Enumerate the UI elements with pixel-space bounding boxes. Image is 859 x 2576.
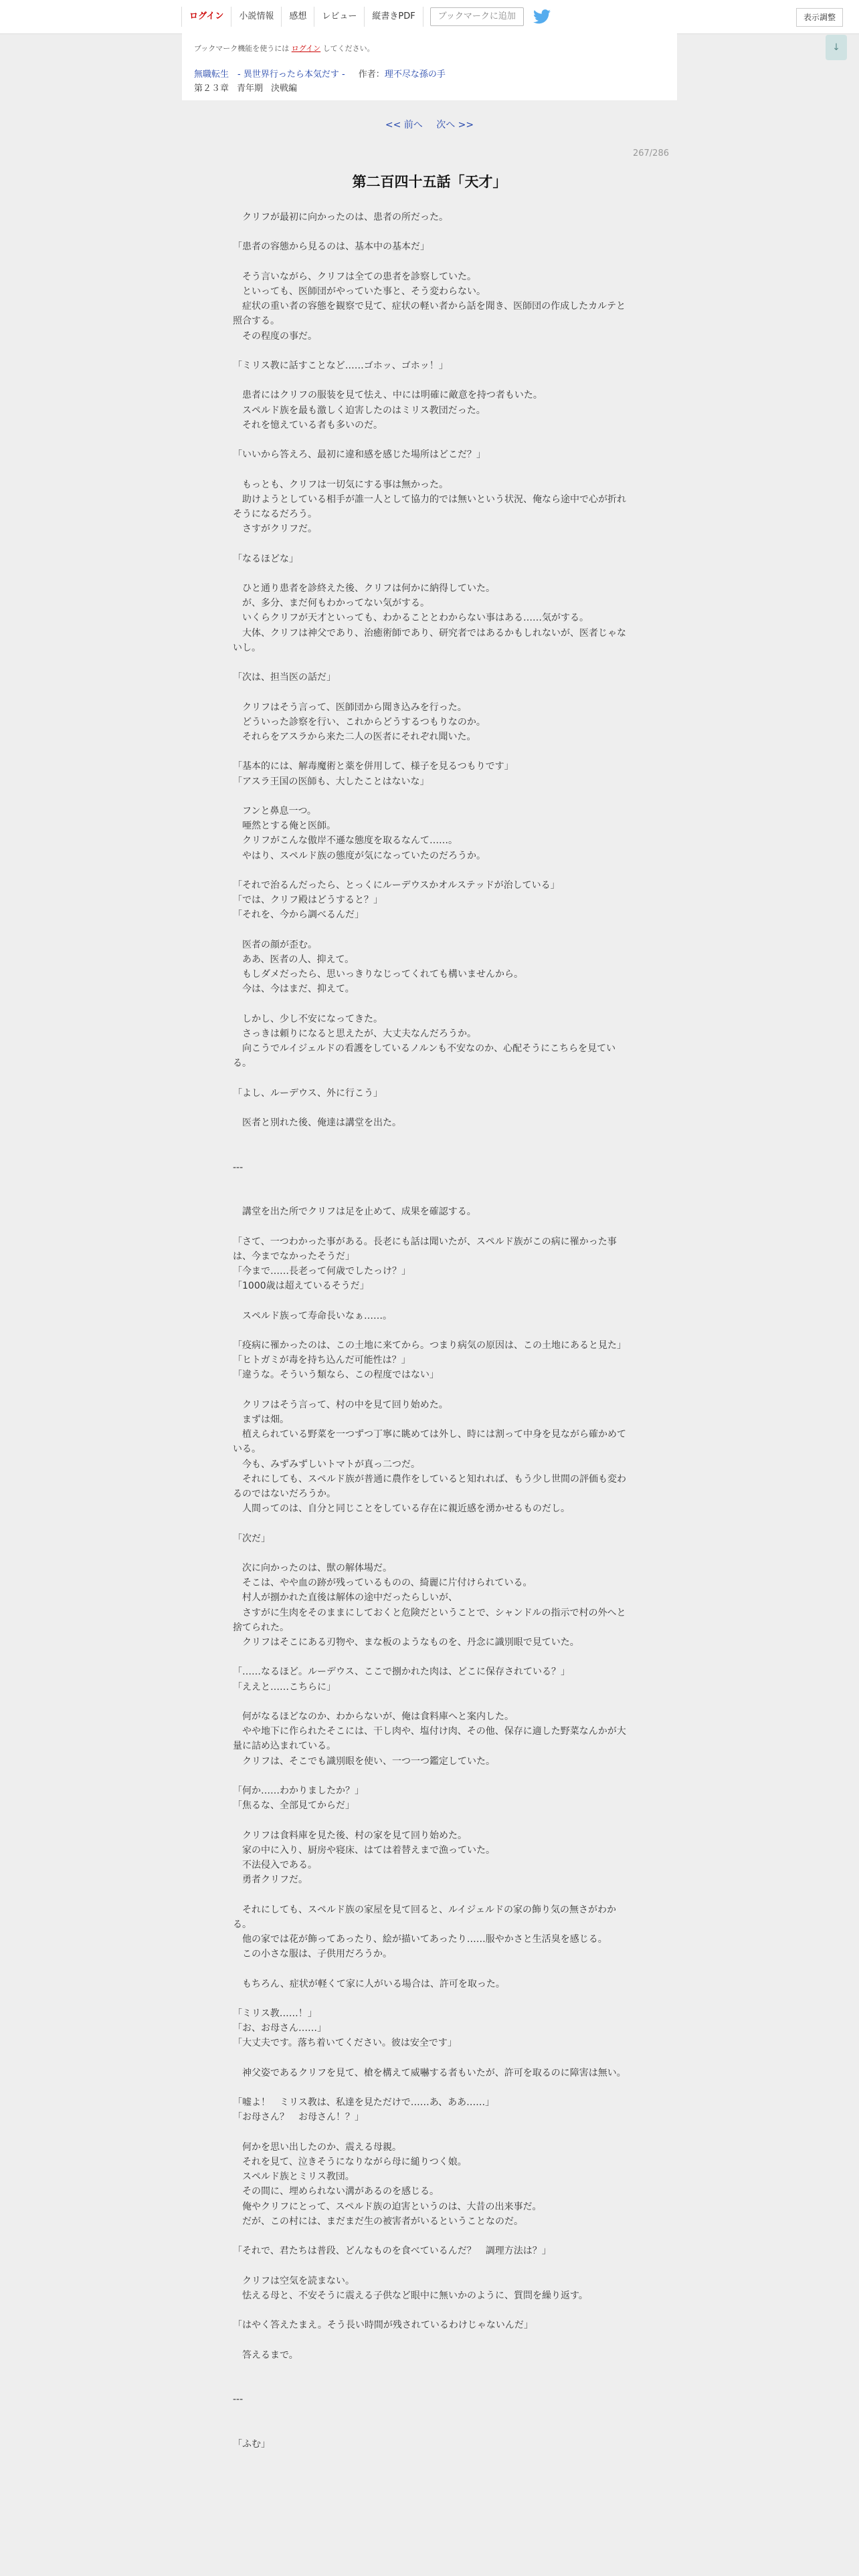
body-line <box>233 1546 628 1561</box>
body-line: 患者にはクリフの服装を見て怯え、中には明確に敵意を持つ者もいた。 <box>233 390 543 401</box>
body-line <box>233 1650 628 1665</box>
body-line: 答えるまで。 <box>233 2349 298 2361</box>
body-line: クリフはそこにある刃物や、まな板のようなものを、丹念に識別眼で見ていた。 <box>233 1637 579 1648</box>
chapter-line <box>194 81 665 94</box>
body-line: もっとも、クリフは一切気にする事は無かった。 <box>233 479 448 490</box>
body-line: ひと通り患者を診終えた後、クリフは何かに納得していた。 <box>233 582 495 594</box>
body-line: 勇者クリフだ。 <box>233 1874 308 1886</box>
episode-title: 第二百四十五話「天才」 <box>352 174 507 190</box>
body-line <box>233 2051 628 2066</box>
body-line: そこは、やや血の跡が残っているものの、綺麗に片付けられている。 <box>233 1578 533 1589</box>
body-line <box>233 1130 628 1145</box>
body-line: しかし、少し不安になってきた。 <box>233 1013 383 1025</box>
body-line: この小さな服は、子供用だろうか。 <box>233 1949 392 1960</box>
body-line: それにしても、スペルド族が普通に農作をしていると知れれば、もう少し世間の評価も変わるのではないだろうか。 <box>233 1473 626 1500</box>
body-line: 「お母さん？ お母さん！？」 <box>233 2112 364 2123</box>
body-line: さっきは頼りになると思えたが、大丈夫なんだろうか。 <box>233 1028 476 1039</box>
body-line <box>233 2407 628 2422</box>
body-line <box>233 2229 628 2244</box>
body-line: 講堂を出た所でクリフは足を止めて、成果を確認する。 <box>233 1206 476 1218</box>
novel-body-text <box>233 210 628 2452</box>
body-line: その間に、埋められない溝があるのを感じる。 <box>233 2186 439 2197</box>
body-line <box>233 1887 628 1902</box>
body-line: どういった診察を行い、これからどうするつもりなのか。 <box>233 716 486 728</box>
body-line <box>233 2080 628 2095</box>
body-line: 大体、クリフは神父であり、治癒術師であり、研究者ではあるかもしれないが、医者じゃないし。 <box>233 627 626 653</box>
body-line: まずは畑。 <box>233 1414 289 1426</box>
body-line <box>233 2125 628 2140</box>
nav-menu <box>182 7 551 27</box>
note-prefix: ブックマーク機能を使うには <box>194 44 292 53</box>
body-line: 植えられている野菜を一つずつ丁寧に眺めては外し、時には割って中身を見ながら確かめている。 <box>233 1429 626 1455</box>
body-line <box>233 2303 628 2318</box>
body-line: 「……なるほど。ルーデウス、ここで捌かれた肉は、どこに保存されている？」 <box>233 1667 570 1678</box>
body-line <box>233 1071 628 1086</box>
episode-pager <box>0 118 859 131</box>
body-line <box>233 1695 628 1709</box>
body-line: 「それで治るんだったら、とっくにルーデウスかオルステッドが治している」 <box>233 879 560 891</box>
body-line: もちろん、症状が軽くて家に人がいる場合は、許可を取った。 <box>233 1978 505 1990</box>
body-line: クリフはそう言って、村の中を見て回り始めた。 <box>233 1399 448 1410</box>
body-line: 助けようとしている相手が誰一人として協力的では無いという状況、俺なら途中で心が折れそうになるだろう。 <box>233 494 626 520</box>
body-line: やはり、スペルド族の態度が気になっていたのだろうか。 <box>233 850 486 861</box>
body-line <box>233 2377 628 2392</box>
body-line: 「ヒトガミが毒を持ち込んだ可能性は？」 <box>233 1355 411 1366</box>
body-line: さすがクリフだ。 <box>233 524 317 535</box>
body-line: 「ミリス教……！」 <box>233 2008 317 2020</box>
body-line: 「何か……わかりましたか？」 <box>233 1786 364 1797</box>
bookmark-add-button[interactable]: ブックマークに追加 <box>430 7 524 26</box>
body-line: 「お、お母さん……」 <box>233 2023 326 2034</box>
body-line <box>233 373 628 388</box>
body-line: だが、この村には、まだまだ生の被害者がいるということなのだ。 <box>233 2216 523 2227</box>
body-line: スペルド族とミリス教団。 <box>233 2171 355 2183</box>
body-line <box>233 923 628 938</box>
prev-episode-link[interactable]: << 前へ <box>385 120 423 130</box>
body-line: 「それで、君たちは普段、どんなものを食べているんだ？ 調理方法は？」 <box>233 2246 551 2257</box>
body-line <box>233 225 628 239</box>
body-line: スペルド族って寿命長いなぁ……。 <box>233 1310 392 1321</box>
body-line: 「次だ」 <box>233 1533 270 1544</box>
body-line: 次に向かったのは、獣の解体場だ。 <box>233 1563 392 1574</box>
display-settings-button[interactable]: 表示調整 <box>796 8 843 27</box>
body-line: そう言いながら、クリフは全ての患者を診察していた。 <box>233 271 476 282</box>
body-line: フンと鼻息一つ。 <box>233 805 316 817</box>
arc-label: 青年期 <box>237 84 264 94</box>
body-line <box>233 536 628 551</box>
body-line: 「では、クリフ殿はどうすると？」 <box>233 895 383 906</box>
top-nav-bar <box>0 0 859 34</box>
body-line <box>233 433 628 447</box>
scroll-down-button[interactable]: ↓ <box>826 35 847 60</box>
novel-info-box <box>182 33 677 100</box>
body-line: 「ええと……こちらに」 <box>233 1681 336 1693</box>
body-line: それを見て、泣きそうになりながら母に縋りつく娘。 <box>233 2157 467 2168</box>
body-line: 「それを、今から調べるんだ」 <box>233 909 364 921</box>
body-line: ああ、医者の人、抑えて。 <box>233 954 355 965</box>
body-line: さすがに生肉をそのままにしておくと危険だということで、シャンドルの指示で村の外へと捨てられた。 <box>233 1607 626 1633</box>
body-line: クリフが最初に向かったのは、患者の所だった。 <box>233 212 448 223</box>
body-line: 俺やクリフにとって、スペルド族の迫害というのは、大昔の出来事だ。 <box>233 2201 542 2212</box>
body-line: --- <box>233 2394 244 2405</box>
body-line: もしダメだったら、思いっきりなじってくれても構いませんから。 <box>233 969 523 980</box>
body-line: 今も、みずみずしいトマトが真っ二つだ。 <box>233 1459 420 1470</box>
body-line: 医者の顔が歪む。 <box>233 939 317 950</box>
twitter-icon[interactable] <box>533 9 551 24</box>
nav-impressions[interactable]: 感想 <box>281 7 314 27</box>
body-line: 「さて、一つわかった事がある。長老にも話は聞いたが、スペルド族がこの病に罹かった事は、今までなかったそうだ」 <box>233 1236 617 1262</box>
body-line: 「アスラ王国の医師も、大したことはないな」 <box>233 776 430 787</box>
body-line <box>233 1813 628 1828</box>
body-line: クリフは食料庫を見た後、村の家を見て回り始めた。 <box>233 1830 467 1841</box>
body-line <box>233 255 628 270</box>
body-line: 何がなるほどなのか、わからないが、俺は食料庫へと案内した。 <box>233 1711 514 1723</box>
novel-title-line <box>194 67 665 80</box>
body-line: 「大丈夫です。落ち着いてください。彼は安全です」 <box>233 2038 457 2049</box>
body-line <box>233 1190 628 1204</box>
body-line <box>233 1293 628 1308</box>
nav-review[interactable]: レビュー <box>314 7 365 27</box>
body-line <box>233 744 628 759</box>
novel-title-link[interactable]: 無職転生 - 異世界行ったら本気だす - <box>194 70 345 80</box>
body-line: いくらクリフが天才といっても、わかることとわからない事はある……気がする。 <box>233 613 589 624</box>
body-line: 「よし、ルーデウス、外に行こう」 <box>233 1087 383 1099</box>
bookmark-login-note <box>194 43 665 53</box>
body-line: スペルド族を最も激しく迫害したのはミリス教団だった。 <box>233 405 486 416</box>
body-line: が、多分、まだ何もわかってない気がする。 <box>233 598 430 609</box>
body-line: --- <box>233 1162 244 1173</box>
body-line <box>233 997 628 1012</box>
body-line: 他の家では花が飾ってあったり、絵が描いてあったり……服やかさと生活臭を感じる。 <box>233 1934 607 1945</box>
body-line: それにしても、スペルド族の家屋を見て回ると、ルイジェルドの家の飾り気の無さがわかる。 <box>233 1904 617 1930</box>
body-line: といっても、医師団がやっていた事と、そう変わらない。 <box>233 286 486 297</box>
body-line: 「なるほどな」 <box>233 553 298 564</box>
body-line <box>233 1219 628 1234</box>
body-line <box>233 1175 628 1190</box>
body-line: それらをアスラから来た二人の医者にそれぞれ聞いた。 <box>233 731 476 742</box>
body-line <box>233 1101 628 1115</box>
arc-sub-label: 決戦編 <box>271 84 298 94</box>
body-line: 「疫病に罹かったのは、この土地に来てから。つまり病気の原因は、この土地にあると見た」 <box>233 1340 626 1352</box>
login-link[interactable]: ログイン <box>291 44 321 53</box>
body-line: 向こうでルイジェルドの看護をしているノルンも不安なのか、心配そうにこちらを見ている。 <box>233 1043 616 1069</box>
body-line: その程度の事だ。 <box>233 330 317 342</box>
body-line <box>233 655 628 670</box>
body-line: それを憶えている者も多いのだ。 <box>233 419 383 431</box>
body-line <box>233 1769 628 1784</box>
body-line: 「ミリス教に話すことなど……ゴホッ、ゴホッ！」 <box>233 360 448 371</box>
body-line: 「ふむ」 <box>233 2438 270 2450</box>
next-episode-link[interactable]: 次へ >> <box>436 120 474 130</box>
body-line: やや地下に作られたそこには、干し肉や、塩付け肉、その他、保存に適した野菜なんかが大量に詰め込まれている。 <box>233 1726 626 1752</box>
body-line <box>233 863 628 878</box>
body-line: 「今まで……長老って何歳でしたっけ？」 <box>233 1266 411 1277</box>
body-line: 「次は、担当医の話だ」 <box>233 672 336 683</box>
body-line: 家の中に入り、厨房や寝床、はては着替えまで漁っていた。 <box>233 1844 495 1856</box>
body-line <box>233 1383 628 1398</box>
body-line <box>233 2422 628 2437</box>
body-line <box>233 2363 628 2377</box>
note-suffix: してください。 <box>320 44 375 53</box>
body-line <box>233 344 628 358</box>
body-line: 今は、今はまだ、抑えて。 <box>233 984 355 995</box>
body-line <box>233 1992 628 2006</box>
body-line <box>233 2258 628 2273</box>
body-line: クリフはそう言って、医師団から聞き込みを行った。 <box>233 702 467 713</box>
nav-login[interactable]: ログイン <box>181 7 231 27</box>
body-line <box>233 566 628 581</box>
body-line: 不法侵入である。 <box>233 1860 317 1871</box>
body-line: 症状の重い者の容態を観察で見て、症状の軽い者から話を聞き、医師団の作成したカルテと照合する。 <box>233 301 626 327</box>
author-link[interactable]: 理不尽な孫の手 <box>384 70 446 80</box>
body-line: 唖然とする俺と医師。 <box>233 821 336 832</box>
author-label: 作者： <box>358 70 385 80</box>
body-line: 「基本的には、解毒魔術と薬を併用して、様子を見るつもりです」 <box>233 761 514 772</box>
chapter-label: 第２３章 <box>194 84 229 94</box>
page-count: 267/286 <box>632 148 669 158</box>
body-line: 神父姿であるクリフを見て、槍を構えて威嚇する者もいたが、許可を取るのに障害は無い。 <box>233 2067 626 2078</box>
body-line <box>233 789 628 804</box>
body-line <box>233 462 628 477</box>
body-line: 人間ってのは、自分と同じことをしている存在に親近感を湧かせるものだし。 <box>233 1503 570 1515</box>
body-line <box>233 1323 628 1338</box>
body-line: 「1000歳は超えているそうだ」 <box>233 1281 369 1292</box>
body-line: 「焦るな、全部見てからだ」 <box>233 1800 355 1812</box>
body-line: クリフは、そこでも識別眼を使い、一つ一つ鑑定していた。 <box>233 1755 495 1767</box>
nav-vertical-pdf[interactable]: 縦書きPDF <box>364 7 423 27</box>
body-line: 何かを思い出したのか、震える母親。 <box>233 2141 401 2153</box>
body-line <box>233 1516 628 1531</box>
body-line: 「患者の容態から見るのは、基本中の基本だ」 <box>233 241 430 253</box>
body-line <box>233 1961 628 1976</box>
body-line: 医者と別れた後、俺達は講堂を出た。 <box>233 1117 401 1129</box>
body-line <box>233 1146 628 1160</box>
nav-novel-info[interactable]: 小説情報 <box>231 7 282 27</box>
body-line: 村人が捌かれた直後は解体の途中だったらしいが、 <box>233 1592 458 1604</box>
body-line: 「いいから答えろ、最初に違和感を感じた場所はどこだ？」 <box>233 449 486 461</box>
body-line: クリフは空気を読まない。 <box>233 2275 355 2286</box>
body-line <box>233 685 628 700</box>
body-line: クリフがこんな傲岸不遜な態度を取るなんて……。 <box>233 835 458 847</box>
body-line <box>233 2333 628 2347</box>
body-line: 「嘘よ！ ミリス教は、私達を見ただけで……あ、ああ……」 <box>233 2097 495 2109</box>
body-line: 怯える母と、不安そうに震える子供など眼中に無いかのように、質問を繰り返す。 <box>233 2290 588 2301</box>
body-line: 「はやく答えたまえ。そう長い時間が残されているわけじゃないんだ」 <box>233 2320 533 2331</box>
body-line: 「違うな。そういう類なら、この程度ではない」 <box>233 1370 439 1381</box>
